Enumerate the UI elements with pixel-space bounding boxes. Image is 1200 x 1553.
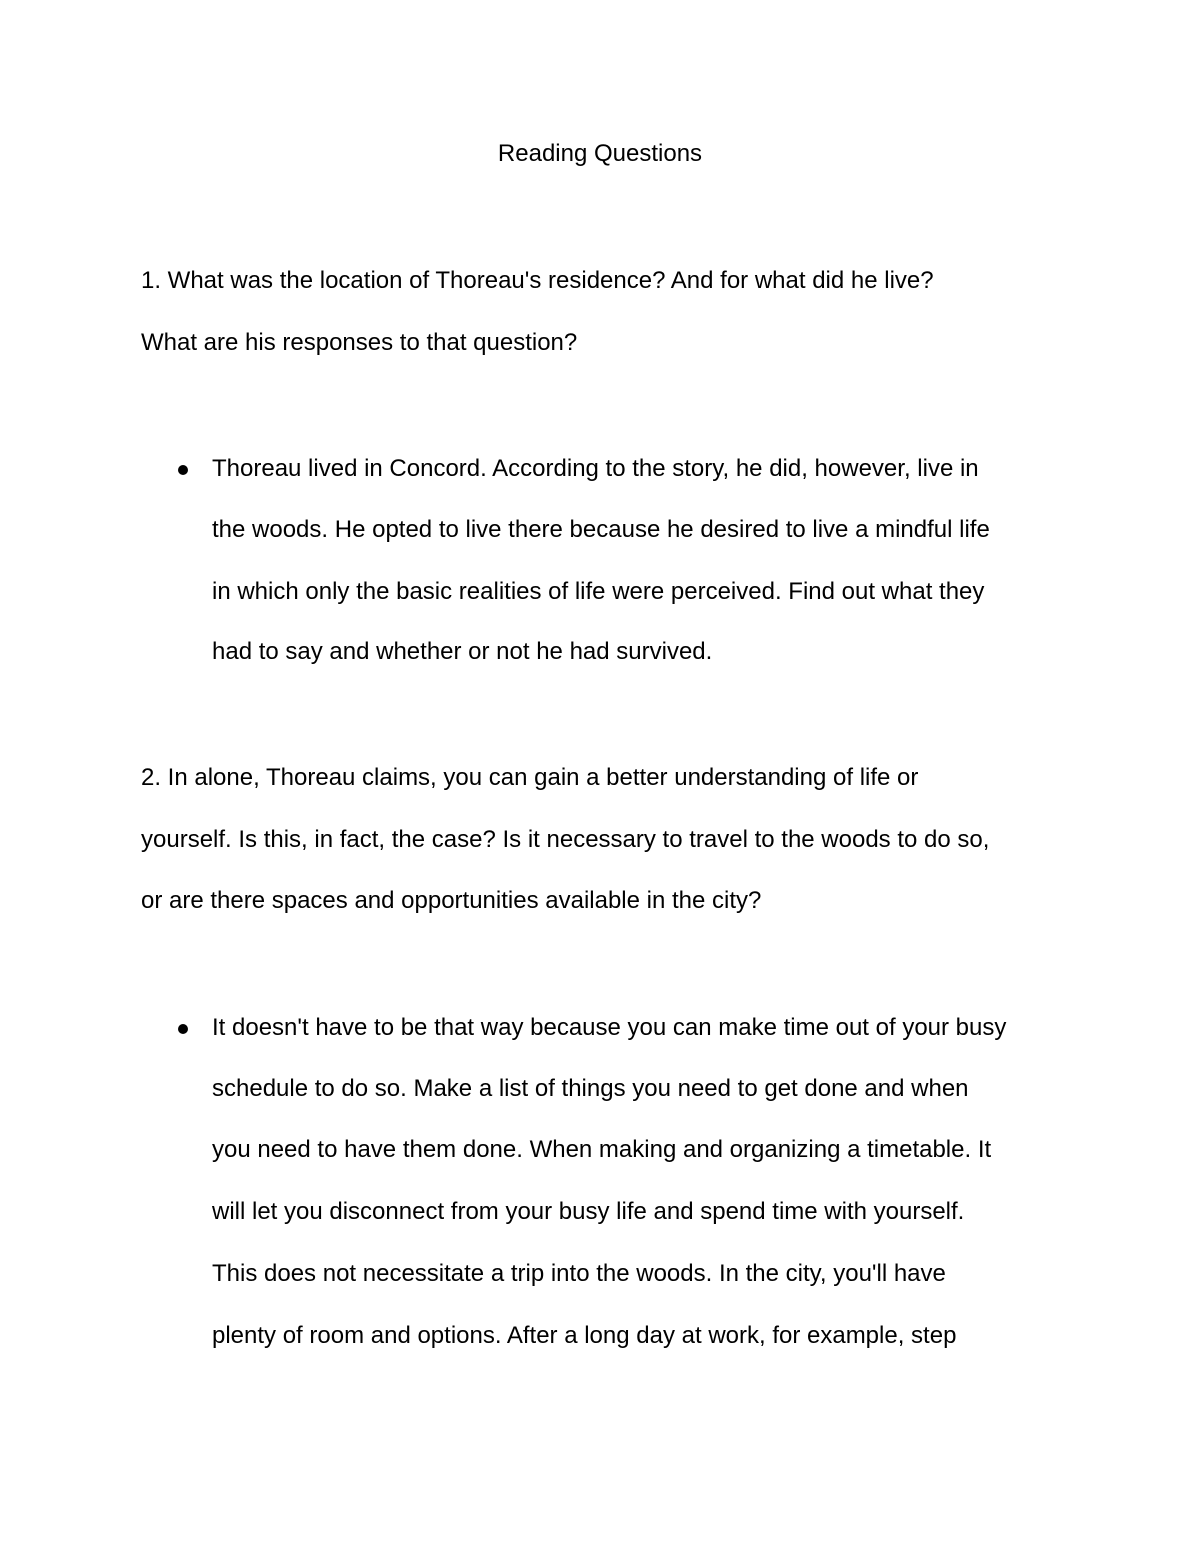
document-title: Reading Questions [497,140,703,167]
question-1-line-2: What are his responses to that question? [141,329,578,356]
answer-2-line-1: It doesn't have to be that way because you can make time out of your busy [212,1014,1007,1041]
question-2-line-1: 2. In alone, Thoreau claims, you can gain a better understanding of life or [141,764,919,791]
answer-1-line-3: in which only the basic realities of life were perceived. Find out what they [212,578,985,605]
question-1-line-1: 1. What was the location of Thoreau's residence? And for what did he live? [141,267,934,294]
bullet-icon [178,465,188,475]
answer-1-line-4: had to say and whether or not he had survived. [212,638,713,665]
bullet-icon [178,1024,188,1034]
answer-1-line-1: Thoreau lived in Concord. According to the story, he did, however, live in [212,455,979,482]
answer-2-line-2: schedule to do so. Make a list of things you need to get done and when [212,1075,969,1102]
answer-2-line-6: plenty of room and options. After a long day at work, for example, step [212,1322,957,1349]
answer-2-line-4: will let you disconnect from your busy life and spend time with yourself. [212,1198,965,1225]
answer-2-line-3: you need to have them done. When making and organizing a timetable. It [212,1136,992,1163]
answer-2-line-5: This does not necessitate a trip into the woods. In the city, you'll have [212,1260,946,1287]
question-2-line-2: yourself. Is this, in fact, the case? Is it necessary to travel to the woods to do so, [141,826,990,853]
question-2-line-3: or are there spaces and opportunities available in the city? [141,887,762,914]
answer-1-line-2: the woods. He opted to live there because he desired to live a mindful life [212,516,990,543]
